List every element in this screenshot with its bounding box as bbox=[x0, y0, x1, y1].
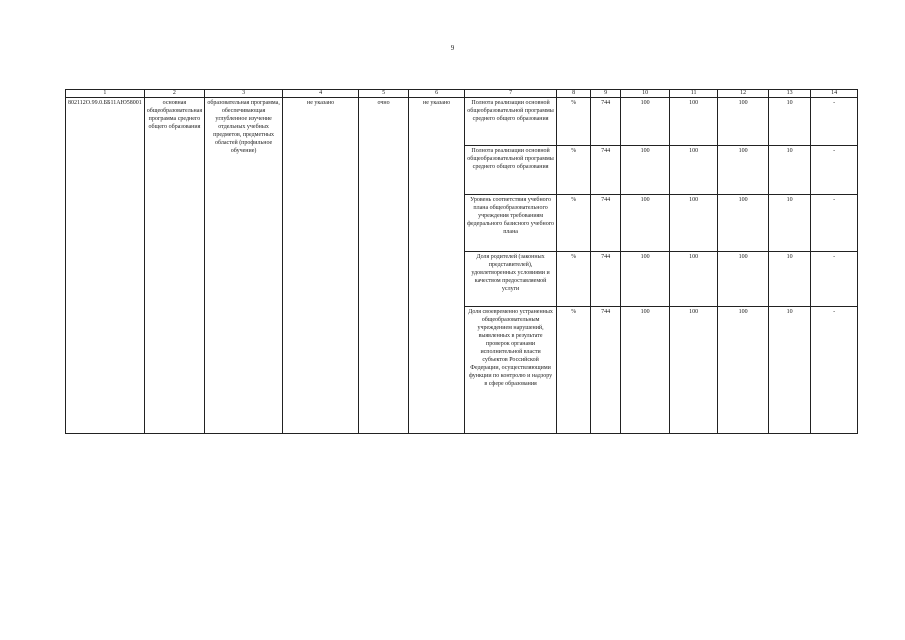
deviation-cell: 10 bbox=[769, 98, 811, 146]
column-number: 1 bbox=[66, 90, 145, 98]
column-number-row bbox=[66, 90, 858, 98]
unit-cell: % bbox=[557, 146, 591, 195]
content-cell: не указано bbox=[283, 98, 359, 434]
note-cell: - bbox=[811, 195, 858, 252]
column-number: 14 bbox=[811, 90, 858, 98]
form-cell: очно bbox=[359, 98, 409, 434]
value-cell: 100 bbox=[718, 98, 769, 146]
condition-cell: не указано bbox=[409, 98, 465, 434]
value-cell: 100 bbox=[621, 252, 670, 307]
unit-cell: % bbox=[557, 252, 591, 307]
okei-cell: 744 bbox=[591, 98, 621, 146]
column-number: 10 bbox=[621, 90, 670, 98]
value-cell: 100 bbox=[670, 98, 718, 146]
indicator-name-cell: Доля родителей (законных представителей), удовлетворенных условиями и качеством предоставляемой услуги bbox=[465, 252, 557, 307]
column-number: 6 bbox=[409, 90, 465, 98]
program-cell: основная общеобразовательная программа среднего общего образования bbox=[144, 98, 204, 434]
value-cell: 100 bbox=[670, 195, 718, 252]
program-type-cell: образовательная программа, обеспечивающая углубленное изучение отдельных учебных предметов, предметных областей (профильное обучение) bbox=[205, 98, 283, 434]
column-number: 13 bbox=[769, 90, 811, 98]
value-cell: 100 bbox=[621, 146, 670, 195]
value-cell: 100 bbox=[718, 252, 769, 307]
deviation-cell: 10 bbox=[769, 146, 811, 195]
column-number: 7 bbox=[465, 90, 557, 98]
registry-code-cell: 802112О.99.0.ББ11АЮ58001 bbox=[66, 98, 145, 434]
column-number: 8 bbox=[557, 90, 591, 98]
okei-cell: 744 bbox=[591, 252, 621, 307]
okei-cell: 744 bbox=[591, 146, 621, 195]
quality-indicators-table bbox=[65, 89, 858, 434]
value-cell: 100 bbox=[670, 252, 718, 307]
value-cell: 100 bbox=[718, 195, 769, 252]
value-cell: 100 bbox=[621, 98, 670, 146]
note-cell: - bbox=[811, 252, 858, 307]
value-cell: 100 bbox=[670, 146, 718, 195]
value-cell: 100 bbox=[718, 307, 769, 434]
note-cell: - bbox=[811, 98, 858, 146]
okei-cell: 744 bbox=[591, 195, 621, 252]
value-cell: 100 bbox=[670, 307, 718, 434]
unit-cell: % bbox=[557, 98, 591, 146]
column-number: 12 bbox=[718, 90, 769, 98]
indicator-name-cell: Доля своевременно устраненных общеобразовательным учреждением нарушений, выявленных в результате проверок органами исполнительной власти субъектов Российской Федерации, осуществляющими функции по контролю и надзору в сфере образования bbox=[465, 307, 557, 434]
value-cell: 100 bbox=[621, 307, 670, 434]
deviation-cell: 10 bbox=[769, 252, 811, 307]
unit-cell: % bbox=[557, 195, 591, 252]
table-row bbox=[66, 98, 858, 146]
indicator-name-cell: Полнота реализации основной общеобразовательной программы среднего общего образования bbox=[465, 146, 557, 195]
deviation-cell: 10 bbox=[769, 307, 811, 434]
value-cell: 100 bbox=[718, 146, 769, 195]
column-number: 5 bbox=[359, 90, 409, 98]
unit-cell: % bbox=[557, 307, 591, 434]
column-number: 2 bbox=[144, 90, 204, 98]
okei-cell: 744 bbox=[591, 307, 621, 434]
column-number: 4 bbox=[283, 90, 359, 98]
column-number: 9 bbox=[591, 90, 621, 98]
value-cell: 100 bbox=[621, 195, 670, 252]
indicator-name-cell: Полнота реализации основной общеобразовательной программы среднего общего образования bbox=[465, 98, 557, 146]
note-cell: - bbox=[811, 307, 858, 434]
column-number: 11 bbox=[670, 90, 718, 98]
page-number: 9 bbox=[450, 44, 455, 52]
column-number: 3 bbox=[205, 90, 283, 98]
indicator-name-cell: Уровень соответствия учебного плана общеобразовательного учреждения требованиям федерального базисного учебного плана bbox=[465, 195, 557, 252]
deviation-cell: 10 bbox=[769, 195, 811, 252]
note-cell: - bbox=[811, 146, 858, 195]
